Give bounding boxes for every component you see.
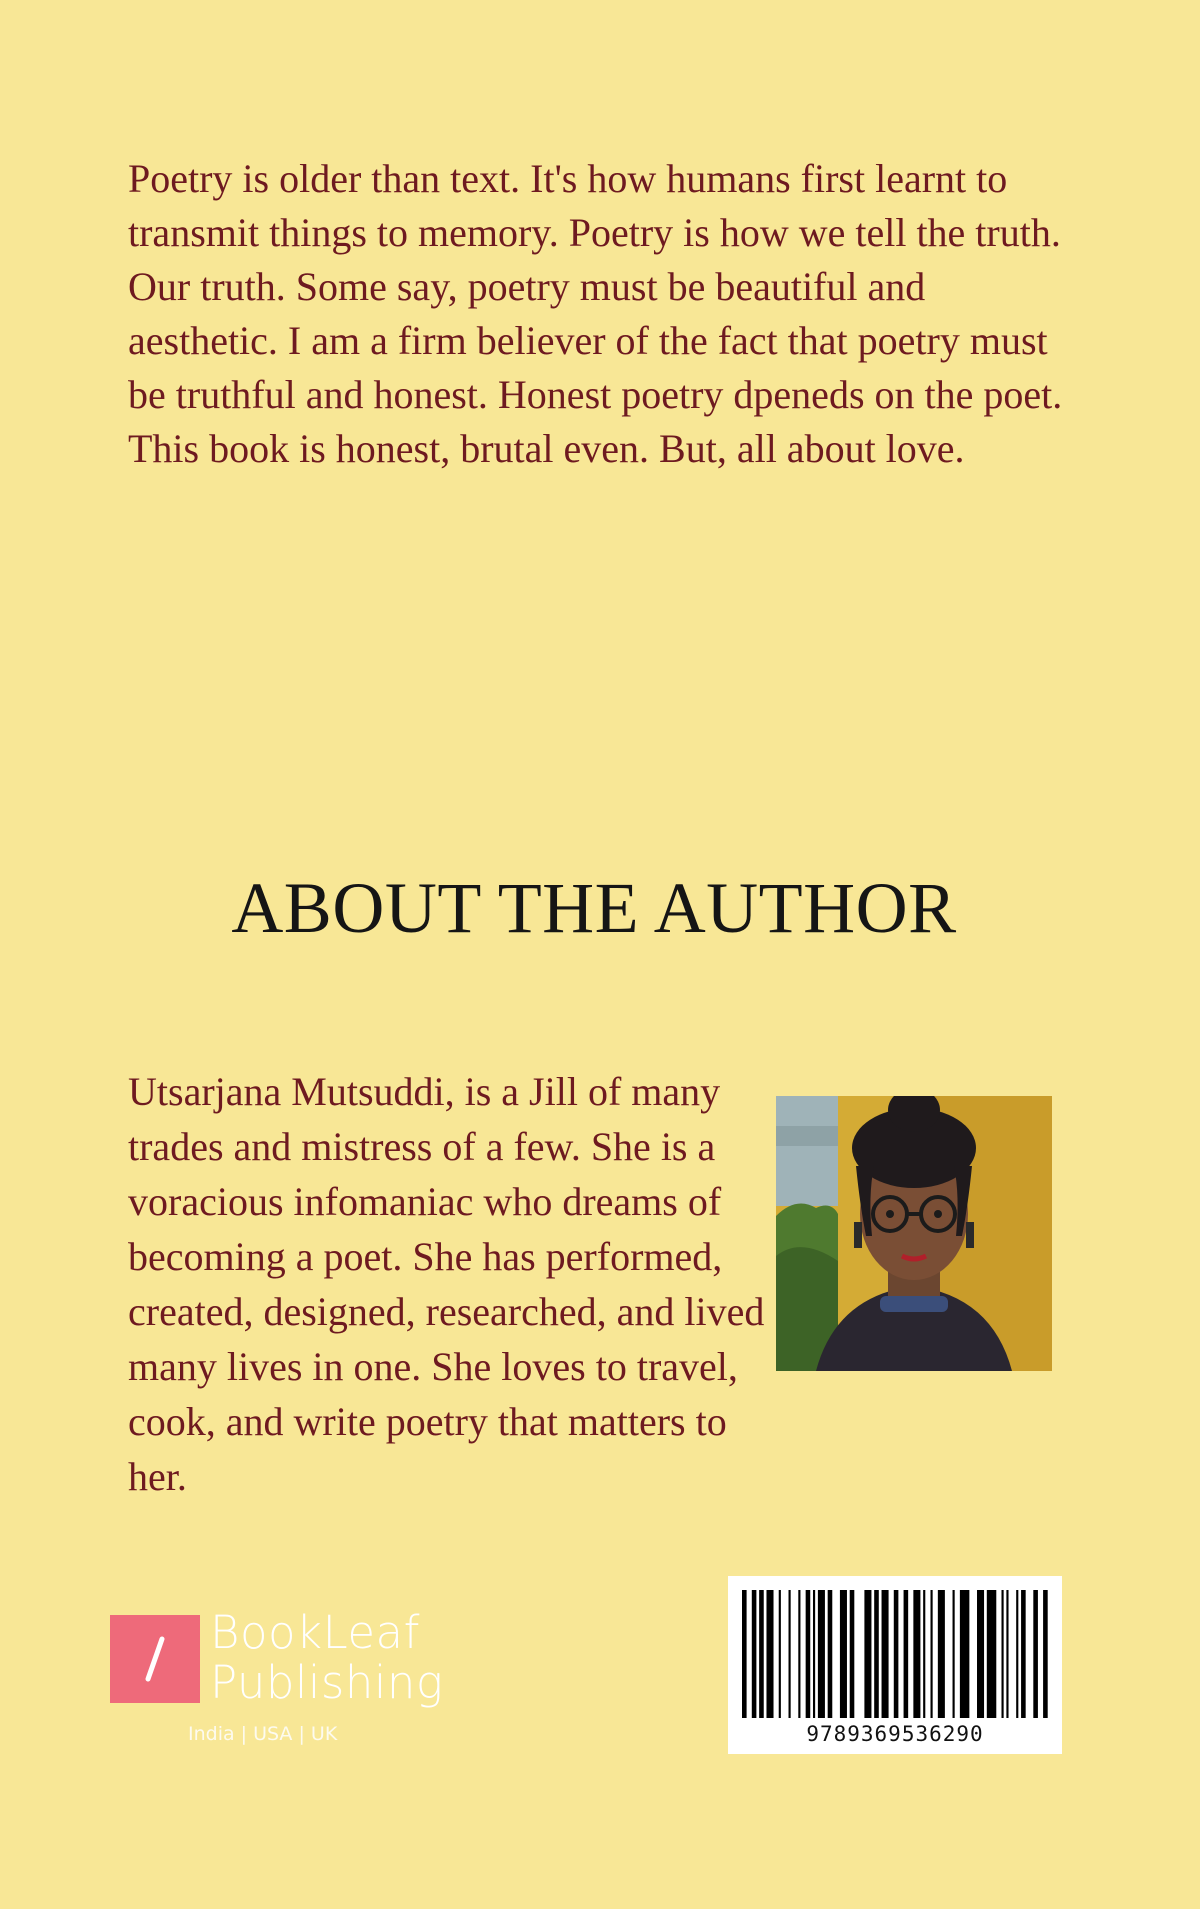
publisher-tagline: India | USA | UK [188,1723,338,1745]
barcode-bar [938,1590,945,1718]
barcode-bar [904,1590,909,1718]
author-photo [776,1096,1052,1371]
barcode-bar [828,1590,833,1718]
isbn-barcode [728,1576,1062,1754]
barcode-bar [813,1590,815,1718]
barcode-bar [960,1590,969,1718]
barcode-bar [742,1590,747,1718]
barcode-bar [923,1590,925,1718]
barcode-bar [882,1590,889,1718]
barcode-bar [766,1590,773,1718]
barcode-bar [1006,1590,1008,1718]
book-blurb: Poetry is older than text. It's how humans first learnt to transmit things to memory. Poetry is how we tell the truth. Our truth. Some say, poetry must be beautiful and aesthetic. I am a firm believer of the fact that poetry must be truthful and honest. Honest poetry dpeneds on the poet. This book is honest, brutal even. But, all about love. [128,156,1063,471]
barcode-bar [850,1590,855,1718]
barcode-bar [864,1590,871,1718]
barcode-bar [798,1590,800,1718]
slash-icon [110,1615,200,1703]
barcode-bar [840,1590,847,1718]
about-the-author-heading: ABOUT THE AUTHOR [231,868,957,948]
barcode-bar [913,1590,920,1718]
barcode-bar [894,1590,899,1718]
barcode-bar [977,1590,984,1718]
barcode-bar [759,1590,764,1718]
barcode-bar [1043,1590,1048,1718]
barcode-bar [789,1590,791,1718]
barcode-bar [1016,1590,1018,1718]
publisher-name [210,1608,443,1708]
isbn-number: 9789369536290 [806,1722,984,1746]
barcode-bar [1033,1590,1038,1718]
publisher-name-line2: Publishing [210,1656,444,1709]
barcode-bar [874,1590,879,1718]
barcode-bar [931,1590,933,1718]
barcode-bar [752,1590,757,1718]
barcode-bar [953,1590,955,1718]
barcode-bar [1021,1590,1026,1718]
bookleaf-publishing-logo [110,1608,450,1758]
barcode-bar [987,1590,996,1718]
barcode-bar [779,1590,781,1718]
barcode-bar [806,1590,811,1718]
barcode-bars [742,1590,1048,1718]
author-bio: Utsarjana Mutsuddi, is a Jill of many trades and mistress of a few. She is a voracious infomaniac who dreams of becoming a poet. She has performed, created, designed, researched, and lived many lives in one. She loves to travel, cook, and write poetry that matters to her. [128,1069,765,1499]
barcode-bar [818,1590,825,1718]
publisher-name-line1: BookLeaf [210,1606,420,1659]
barcode-bar [1001,1590,1003,1718]
